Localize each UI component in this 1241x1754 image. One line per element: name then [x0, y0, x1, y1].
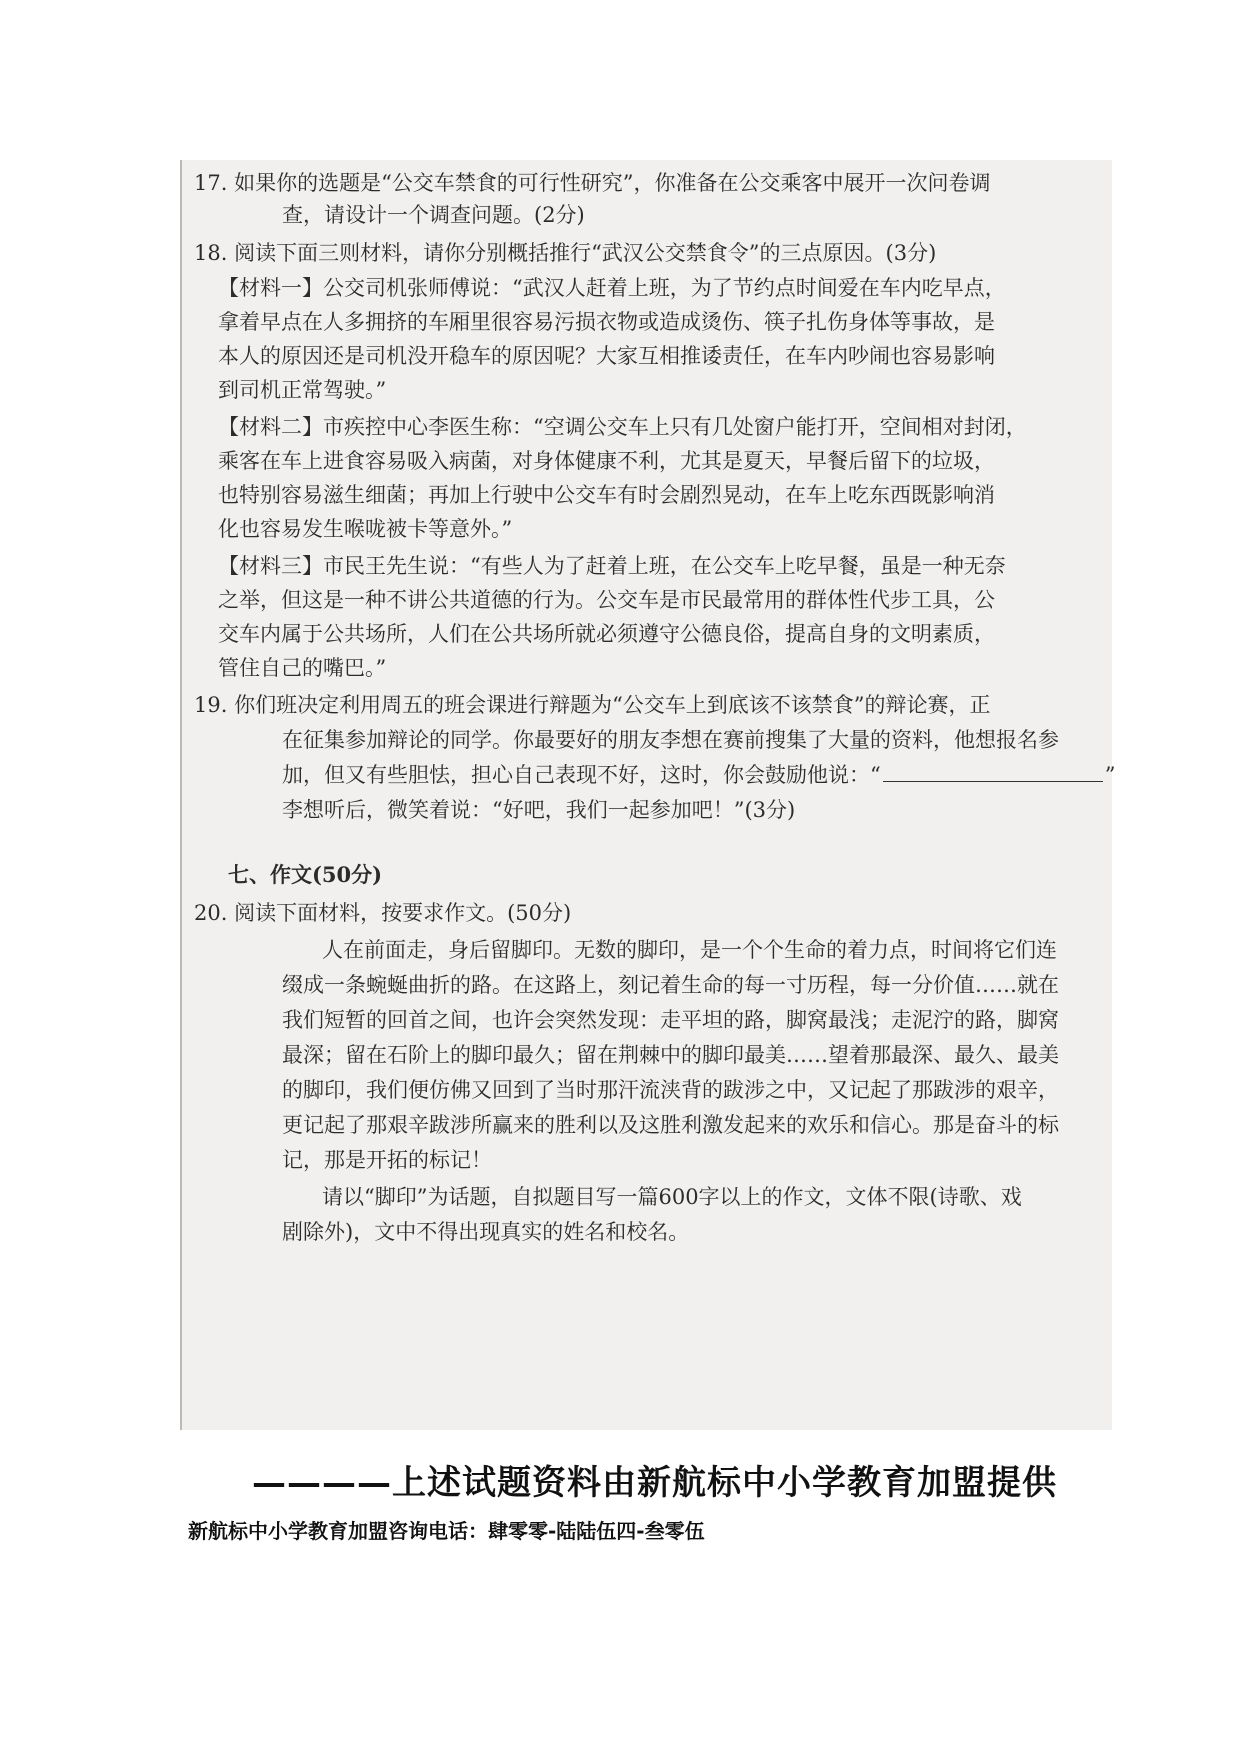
material2-line-1: 【材料二】市疾控中心李医生称：“空调公交车上只有几处窗户能打开，空间相对封闭，	[218, 415, 1027, 439]
passage-line-6: 更记起了那艰辛跋涉所赢来的胜利以及这胜利激发起来的欢乐和信心。那是奋斗的标	[282, 1113, 1059, 1137]
q17-line-2: 查，请设计一个调查问题。(2分)	[282, 203, 585, 227]
passage-line-7: 记，那是开拓的标记！	[282, 1148, 492, 1172]
material1-line-2: 拿着早点在人多拥挤的车厢里很容易污损衣物或造成烫伤、筷子扎伤身体等事故，是	[218, 310, 995, 334]
passage-line-3: 我们短暂的回首之间，也许会突然发现：走平坦的路，脚窝最浅；走泥泞的路，脚窝	[282, 1008, 1059, 1032]
material2-line-2: 乘客在车上进食容易吸入病菌，对身体健康不利，尤其是夏天，早餐后留下的垃圾，	[218, 449, 995, 473]
q19-line-3	[282, 760, 1115, 790]
q19-line-3-text: 加，但又有些胆怯，担心自己表现不好，这时，你会鼓励他说：“	[282, 763, 881, 787]
section-7-heading: 七、作文(50分)	[228, 862, 383, 887]
passage-line-4: 最深；留在石阶上的脚印最久；留在荆棘中的脚印最美……望着那最深、最久、最美	[282, 1043, 1059, 1067]
requirement-line-1: 请以“脚印”为话题，自拟题目写一篇600字以上的作文，文体不限(诗歌、戏	[322, 1185, 1022, 1209]
q17-line-1: 17. 如果你的选题是“公交车禁食的可行性研究”，你准备在公交乘客中展开一次问卷调	[194, 171, 991, 195]
q19-line-3-close: ”	[1104, 763, 1116, 787]
passage-line-2: 缀成一条蜿蜒曲折的路。在这路上，刻记着生命的每一寸历程，每一分价值……就在	[282, 973, 1059, 997]
requirement-line-2: 剧除外)，文中不得出现真实的姓名和校名。	[282, 1220, 690, 1244]
q18-prompt: 18. 阅读下面三则材料，请你分别概括推行“武汉公交禁食令”的三点原因。(3分)	[194, 241, 937, 265]
material1-line-3: 本人的原因还是司机没开稳车的原因呢？大家互相推诿责任，在车内吵闹也容易影响	[218, 344, 995, 368]
material1-line-4: 到司机正常驾驶。”	[218, 378, 387, 402]
passage-line-5: 的脚印，我们便仿佛又回到了当时那汗流浃背的跋涉之中，又记起了那跋涉的艰辛，	[282, 1078, 1059, 1102]
material1-line-1: 【材料一】公交司机张师傅说：“武汉人赶着上班，为了节约点时间爱在车内吃早点，	[218, 276, 1006, 300]
q19-line-1: 19. 你们班决定利用周五的班会课进行辩题为“公交车上到底该不该禁食”的辩论赛，正	[194, 693, 991, 717]
material2-line-3: 也特别容易滋生细菌；再加上行驶中公交车有时会剧烈晃动，在车上吃东西既影响消	[218, 483, 995, 507]
q20-prompt: 20. 阅读下面材料，按要求作文。(50分)	[194, 901, 572, 925]
material2-line-4: 化也容易发生喉咙被卡等意外。”	[218, 517, 513, 541]
material3-line-2: 之举，但这是一种不讲公共道德的行为。公交车是市民最常用的群体性代步工具，公	[218, 588, 995, 612]
footer-contact: 新航标中小学教育加盟咨询电话：肆零零-陆陆伍四-叁零伍	[188, 1519, 705, 1543]
material3-line-3: 交车内属于公共场所，人们在公共场所就必须遵守公德良俗，提高自身的文明素质，	[218, 622, 995, 646]
answer-blank[interactable]	[883, 763, 1103, 782]
scanned-exam-page	[180, 160, 1116, 1430]
footer-title: ————上述试题资料由新航标中小学教育加盟提供	[252, 1463, 1057, 1503]
material3-line-4: 管住自己的嘴巴。”	[218, 656, 387, 680]
q19-line-2: 在征集参加辩论的同学。你最要好的朋友李想在赛前搜集了大量的资料，他想报名参	[282, 728, 1059, 752]
q19-line-4: 李想听后，微笑着说：“好吧，我们一起参加吧！”(3分)	[282, 798, 796, 822]
material3-line-1: 【材料三】市民王先生说：“有些人为了赶着上班，在公交车上吃早餐，虽是一种无奈	[218, 554, 1006, 578]
passage-line-1: 人在前面走，身后留脚印。无数的脚印，是一个个生命的着力点，时间将它们连	[322, 938, 1057, 962]
